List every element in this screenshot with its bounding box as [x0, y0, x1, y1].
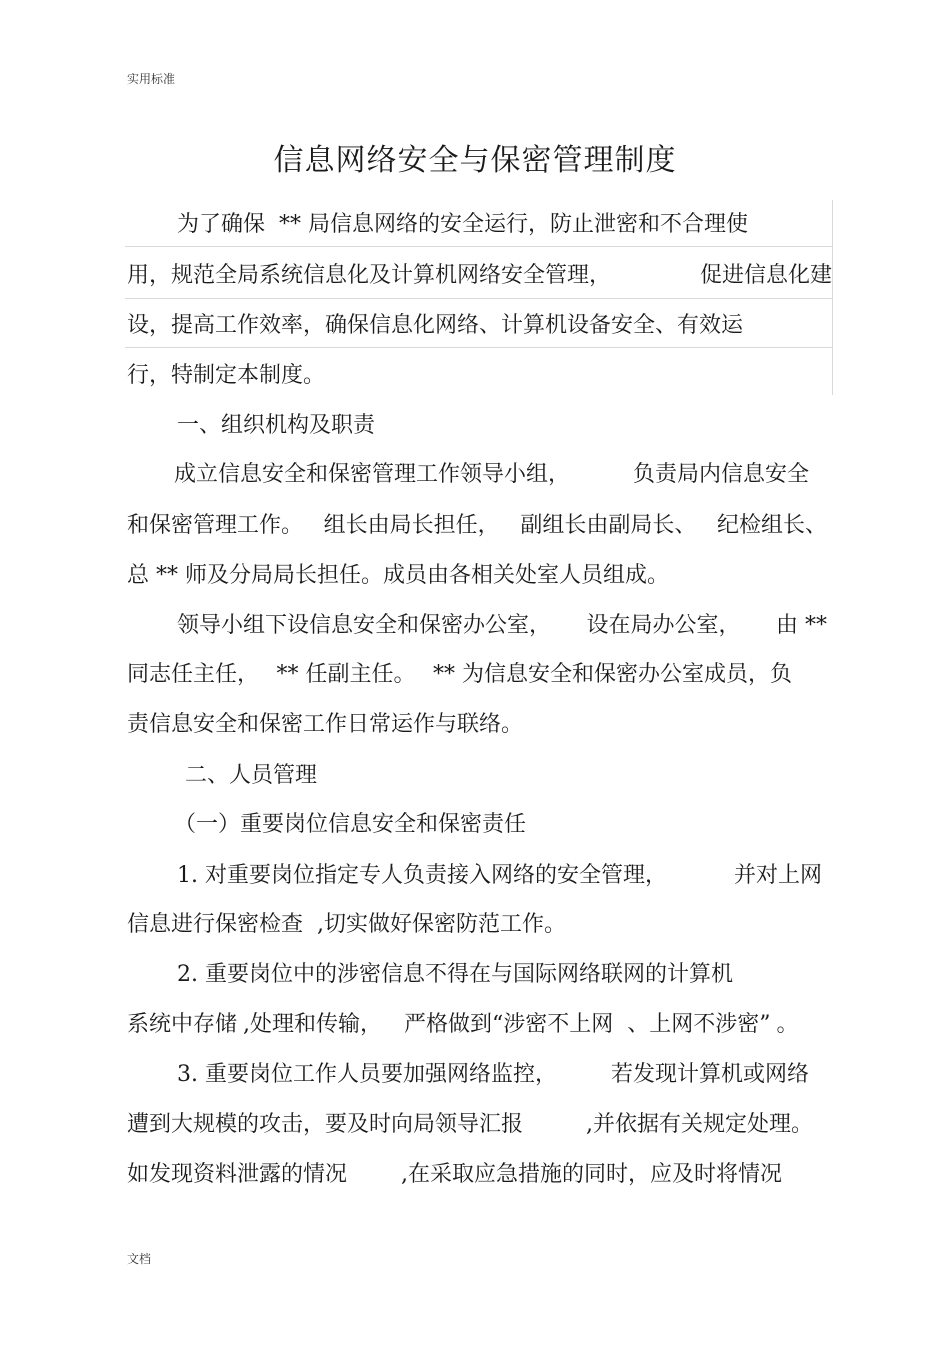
text-segment: 促进信息化建	[699, 263, 832, 288]
paragraph-line	[127, 311, 832, 341]
text-segment: 由 **	[776, 613, 827, 638]
paragraph-line	[127, 210, 832, 240]
text-segment: 一、组织机构及职责	[177, 413, 376, 438]
paragraph-line	[127, 511, 827, 541]
paragraph-line	[127, 561, 832, 591]
text-segment: 纪检组长、	[716, 513, 827, 538]
text-segment: ,并依据有关规定处理。	[586, 1112, 813, 1137]
paragraph-line	[127, 1010, 832, 1040]
text-segment: 行，特制定本制度。	[127, 363, 326, 388]
text-segment: ** 为信息安全和保密办公室成员，负	[432, 662, 792, 687]
paragraph-line	[127, 1160, 782, 1190]
text-segment: 领导小组下设信息安全和保密办公室，	[177, 613, 552, 638]
paragraph-line	[127, 261, 832, 291]
paragraph-line	[127, 460, 809, 490]
page-header-note: 实用标准	[127, 72, 176, 86]
text-segment: ,在采取应急措施的同时，应及时将情况	[401, 1162, 782, 1187]
text-segment: 系统中存储	[127, 1012, 238, 1037]
text-segment: ** 任副主任。	[276, 662, 416, 687]
text-segment: 二、人员管理	[185, 763, 318, 788]
text-segment: 责信息安全和保密工作日常运作与联络。	[127, 712, 524, 737]
document-title: 信息网络安全与保密管理制度	[273, 143, 677, 178]
text-segment: 负责局内信息安全	[632, 462, 809, 487]
paragraph-line	[127, 611, 827, 641]
text-segment: （一）重要岗位信息安全和保密责任	[174, 812, 527, 837]
paragraph-line	[127, 1110, 813, 1140]
text-segment: 如发现资料泄露的情况	[127, 1162, 348, 1187]
text-segment: 严格做到“涉密不上网	[404, 1012, 614, 1037]
text-segment: ,切实做好保密防范工作。	[317, 912, 567, 937]
text-segment: 总 ** 师及分局局长担任。成员由各相关处室人员组成。	[127, 563, 669, 588]
section-heading	[127, 761, 832, 791]
paragraph-line	[127, 960, 832, 990]
text-segment: 设在局办公室，	[586, 613, 741, 638]
text-segment: 若发现计算机或网络	[610, 1062, 809, 1087]
text-segment: 、上网不涉密”	[627, 1012, 771, 1037]
text-segment: 副组长由副局长、	[520, 513, 697, 538]
text-segment: 并对上网	[733, 863, 822, 888]
rule-line	[125, 246, 833, 247]
text-segment: ,处理和传输，	[243, 1012, 383, 1037]
text-segment: 为了确保	[177, 212, 266, 237]
paragraph-line	[127, 660, 792, 690]
text-segment: 和保密管理工作。	[127, 513, 304, 538]
rule-line	[125, 298, 833, 299]
paragraph-line	[127, 710, 832, 740]
text-segment: 设，提高工作效率，确保信息化网络、计算机设备安全、有效运	[127, 313, 744, 338]
paragraph-line	[127, 1060, 809, 1090]
text-segment: 2. 重要岗位中的涉密信息不得在与国际网络联网的计算机	[177, 962, 733, 987]
paragraph-line	[127, 361, 832, 391]
page-footer-note: 文档	[127, 1252, 152, 1266]
text-segment: 组长由局长担任，	[323, 513, 500, 538]
section-heading	[127, 411, 832, 441]
paragraph-line	[127, 910, 832, 940]
rule-line	[125, 347, 833, 348]
paragraph-line	[127, 861, 822, 891]
text-segment: 遭到大规模的攻击，要及时向局领导汇报	[127, 1112, 524, 1137]
text-segment: 成立信息安全和保密管理工作领导小组，	[174, 462, 571, 487]
text-segment: 同志任主任，	[127, 662, 260, 687]
text-segment: 1. 对重要岗位指定专人负责接入网络的安全管理，	[177, 863, 667, 888]
text-segment: 信息进行保密检查	[127, 912, 304, 937]
rule-line-vertical	[832, 200, 833, 395]
text-segment: 3. 重要岗位工作人员要加强网络监控，	[177, 1062, 557, 1087]
subsection-heading	[127, 810, 832, 840]
text-segment: 用，规范全局系统信息化及计算机网络安全管理，	[127, 263, 612, 288]
text-segment: 。	[776, 1012, 799, 1037]
text-segment: ** 局信息网络的安全运行，防止泄密和不合理使	[279, 212, 749, 237]
